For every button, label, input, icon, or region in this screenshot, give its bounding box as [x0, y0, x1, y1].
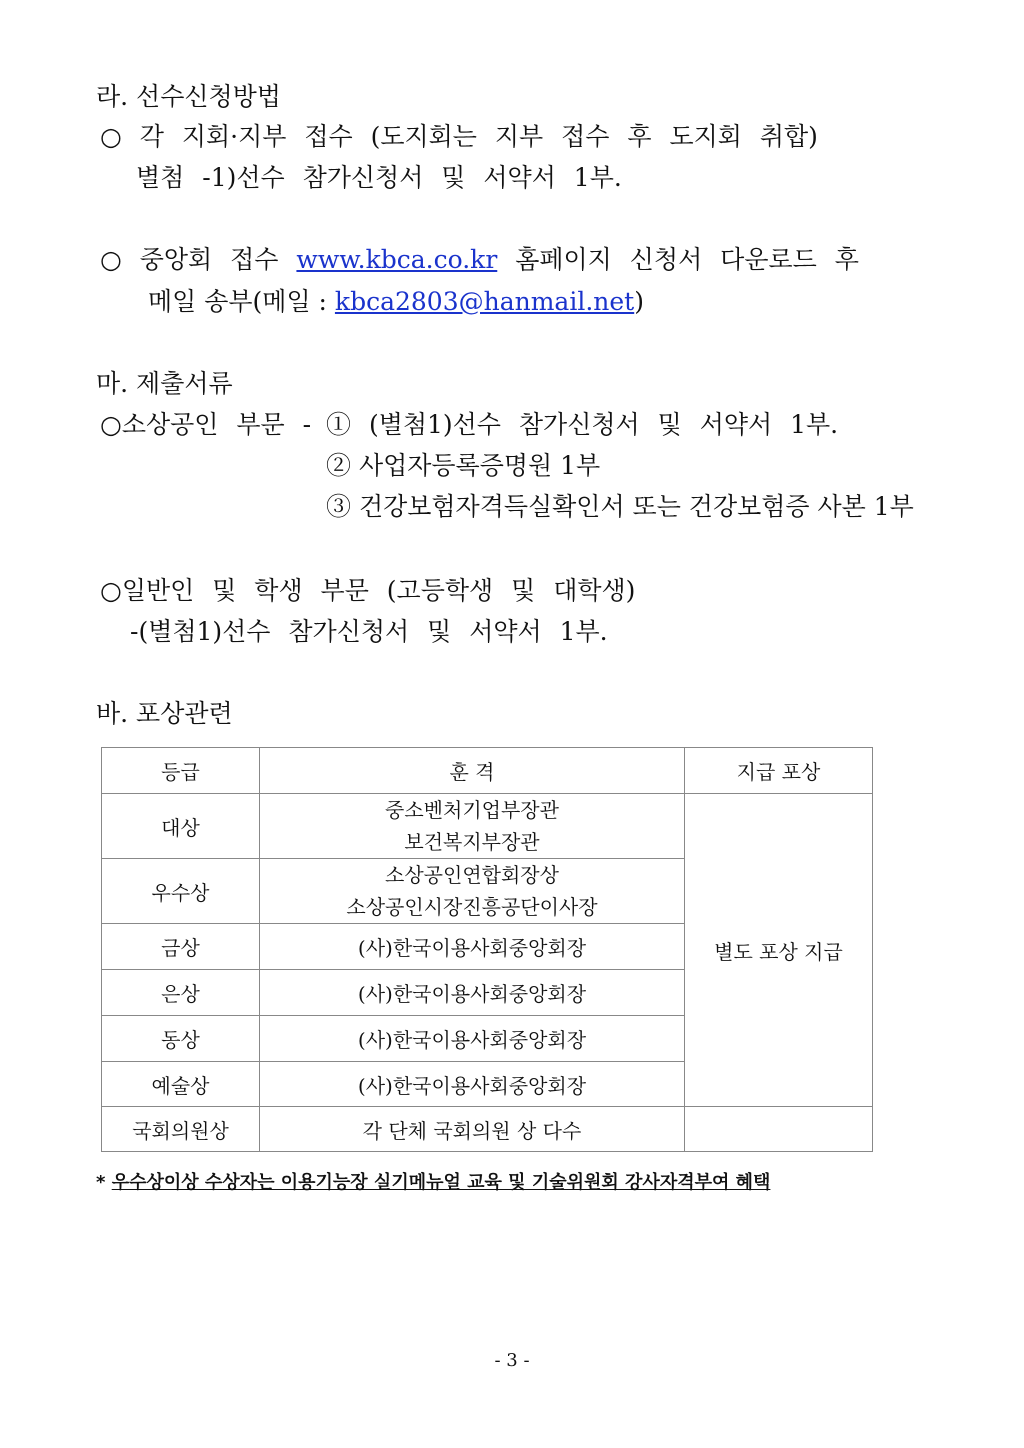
awards-table	[101, 747, 873, 1152]
table-header-row	[102, 748, 873, 794]
honors-cell: (사)한국이용사회중앙회장	[260, 1016, 685, 1062]
honors-cell	[260, 794, 685, 859]
honor-line: 중소벤처기업부장관	[385, 798, 559, 822]
mail-line	[148, 285, 644, 319]
honor-line: 소상공인연합회장상	[385, 863, 559, 887]
kbca-website-link[interactable]: www.kbca.co.kr	[296, 245, 498, 274]
honors-cell	[260, 859, 685, 924]
grade-cell: 은상	[102, 970, 260, 1016]
grade-cell: 대상	[102, 794, 260, 859]
grade-cell: 동상	[102, 1016, 260, 1062]
mail-prefix: 메일 송부(메일 :	[148, 287, 335, 316]
grade-cell: 금상	[102, 924, 260, 970]
header-reward: 지급 포상	[685, 748, 873, 794]
small-business-doc-3: ③ 건강보험자격득실확인서 또는 건강보험증 사본 1부	[326, 492, 914, 521]
header-honors: 훈 격	[260, 748, 685, 794]
header-grade: 등급	[102, 748, 260, 794]
central-application-line	[100, 243, 859, 277]
honor-line: 보건복지부장관	[404, 830, 540, 854]
note-text: 우수상이상 수상자는 이용기능장 실기메뉴얼 교육 및 기술위원회 강사자격부여 혜택	[111, 1172, 771, 1193]
heading-submission-documents: 마. 제출서류	[96, 369, 233, 398]
heading-awards: 바. 포상관련	[96, 699, 233, 728]
grade-cell: 우수상	[102, 859, 260, 924]
branch-application-line: ○ 각 지회·지부 접수 (도지회는 지부 접수 후 도지회 취합)	[100, 122, 818, 151]
central-prefix: ○ 중앙회 접수	[100, 245, 279, 274]
table-row	[102, 794, 873, 859]
small-business-doc-2: ② 사업자등록증명원 1부	[326, 451, 601, 480]
merged-reward-cell: 별도 포상 지급	[685, 794, 873, 1107]
page-number: - 3 -	[494, 1350, 530, 1371]
general-student-doc: -(별첨1)선수 참가신청서 및 서약서 1부.	[130, 617, 608, 646]
table-row	[102, 1107, 873, 1152]
awards-note	[96, 1168, 770, 1194]
honors-cell: 각 단체 국회의원 상 다수	[260, 1107, 685, 1152]
grade-cell: 국회의원상	[102, 1107, 260, 1152]
honors-cell: (사)한국이용사회중앙회장	[260, 1062, 685, 1107]
small-business-label: ○소상공인 부문 -	[100, 410, 312, 439]
note-star: *	[96, 1172, 106, 1193]
last-reward-cell	[685, 1107, 873, 1152]
honors-cell: (사)한국이용사회중앙회장	[260, 924, 685, 970]
honors-cell: (사)한국이용사회중앙회장	[260, 970, 685, 1016]
honor-line: 소상공인시장진흥공단이사장	[346, 895, 598, 919]
small-business-doc-1: ① (별첨1)선수 참가신청서 및 서약서 1부.	[326, 410, 839, 439]
central-suffix: 홈페이지 신청서 다운로드 후	[515, 245, 859, 274]
mail-suffix: )	[634, 287, 644, 316]
mail-address-link[interactable]: kbca2803@hanmail.net	[334, 287, 635, 316]
heading-application-method: 라. 선수신청방법	[96, 82, 281, 111]
grade-cell: 예술상	[102, 1062, 260, 1107]
general-student-label: ○일반인 및 학생 부문 (고등학생 및 대학생)	[100, 576, 636, 605]
branch-attachment-line: 별첨 -1)선수 참가신청서 및 서약서 1부.	[136, 163, 622, 192]
